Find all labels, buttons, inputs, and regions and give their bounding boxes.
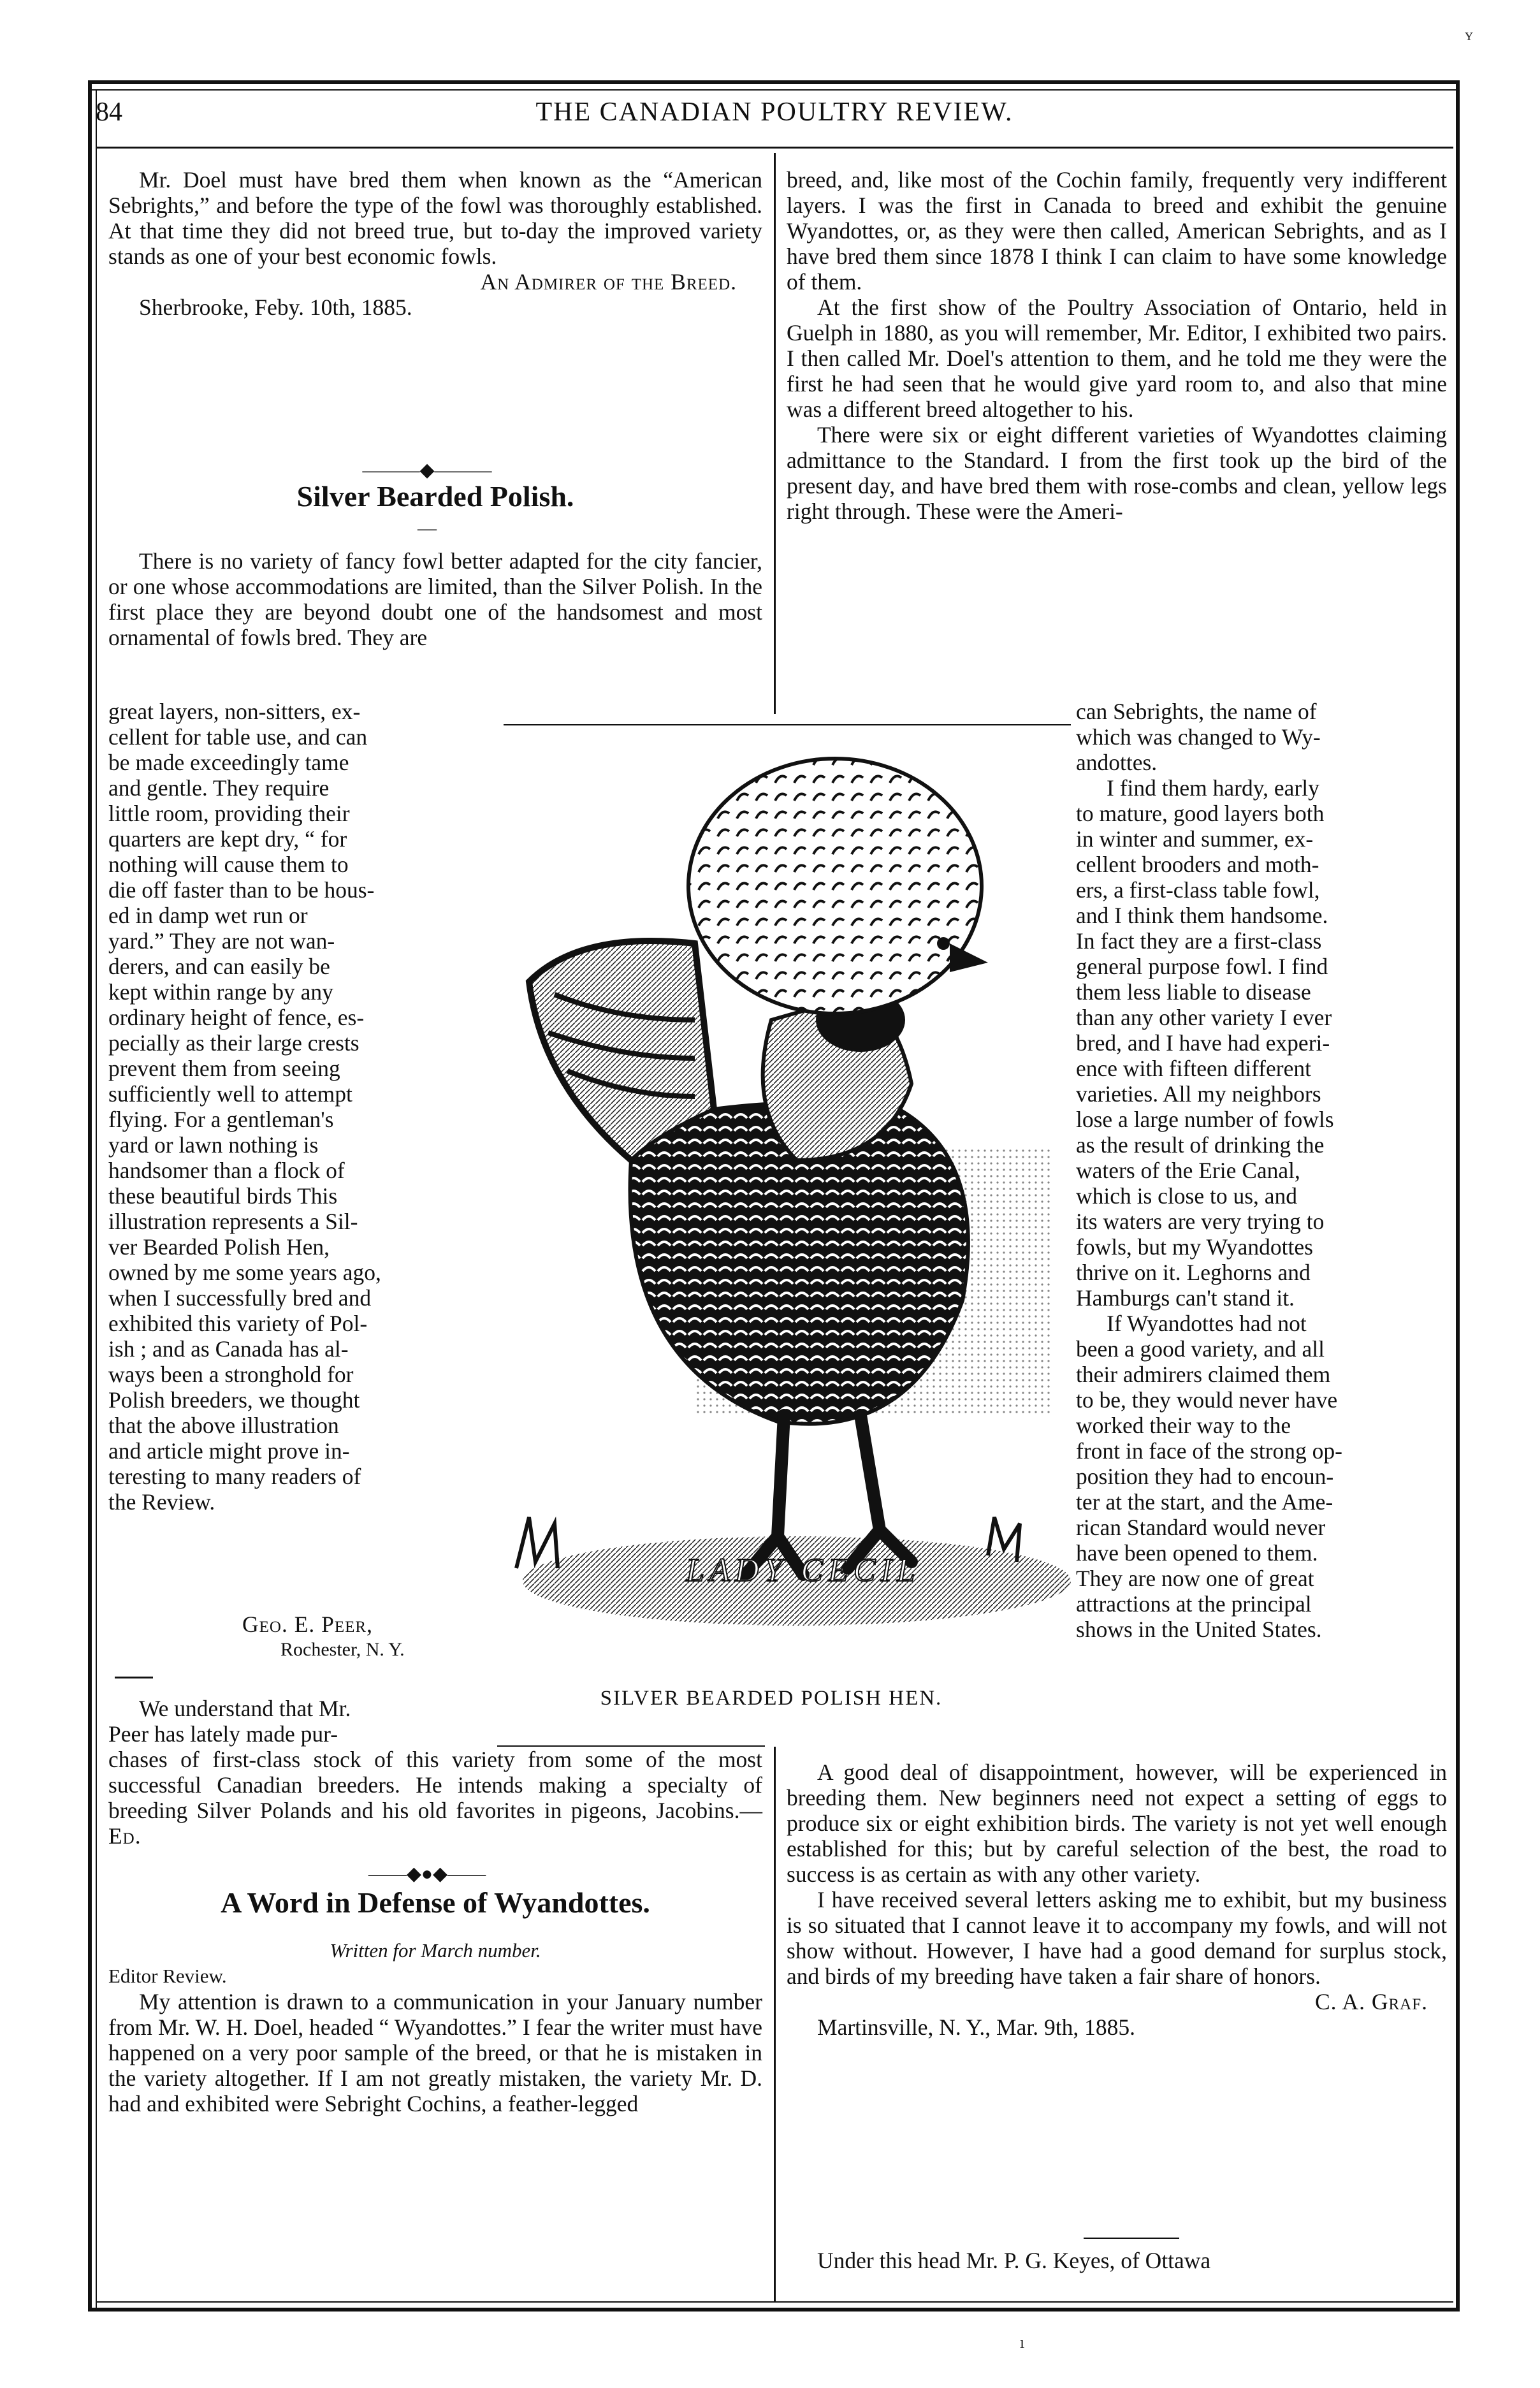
right-wrap-line: In fact they are a first-class — [1076, 928, 1322, 954]
right-wrap-line: Hamburgs can't stand it. — [1076, 1285, 1295, 1311]
column-divider-bottom — [774, 1747, 776, 2301]
polish-wrap-line: owned by me some years ago, — [108, 1260, 381, 1285]
teaser-text: Under this head Mr. P. G. Keyes, of Ottawa — [817, 2248, 1211, 2273]
polish-wrap-line: ordinary height of fence, es- — [108, 1005, 365, 1030]
polish-hen-illustration — [504, 752, 1077, 1645]
section-divider-ornament: ———◆——— — [362, 460, 492, 481]
graf-place-date: Martinsville, N. Y., Mar. 9th, 1885. — [817, 2014, 1135, 2040]
polish-article-title: Silver Bearded Polish. — [296, 480, 574, 513]
teaser — [787, 2248, 1447, 2273]
editor-note-signoff: Ed. — [108, 1823, 142, 1849]
right-wrap-line: andottes. — [1076, 750, 1158, 775]
right-column-wrap — [1076, 699, 1447, 1642]
polish-article-wrap-column — [108, 699, 491, 1515]
page-number: 84 — [96, 98, 122, 127]
right-wrap-line: position they had to encoun- — [1076, 1464, 1334, 1489]
right-wrap-line: its waters are very trying to — [1076, 1209, 1325, 1234]
wyandotte-article-body — [108, 1938, 762, 2116]
right-wrap-line: to mature, good layers both — [1076, 801, 1325, 826]
right-column-bottom — [787, 1759, 1447, 2040]
left-border-rule — [88, 80, 92, 2312]
editor-wrap-line: Peer has lately made pur- — [108, 1721, 338, 1747]
right-wrap-line: can Sebrights, the name of — [1076, 699, 1317, 724]
right-wrap-line: ter at the start, and the Ame- — [1076, 1489, 1333, 1515]
polish-wrap-line: cellent for table use, and can — [108, 724, 368, 750]
right-wrap-line: I find them hardy, early — [1107, 775, 1319, 801]
right-wrap-line: front in face of the strong op- — [1076, 1438, 1342, 1464]
polish-wrap-line: kept within range by any — [108, 979, 333, 1005]
right-wrap-line: attractions at the principal — [1076, 1591, 1312, 1617]
polish-wrap-line: derers, and can easily be — [108, 954, 330, 979]
right-wrap-line: If Wyandottes had not — [1107, 1311, 1307, 1336]
polish-wrap-line: these beautiful birds This — [108, 1183, 338, 1209]
right-wrap-line: fowls, but my Wyandottes — [1076, 1234, 1313, 1260]
right-wrap-line: which was changed to Wy- — [1076, 724, 1321, 750]
polish-wrap-line: be made exceedingly tame — [108, 750, 349, 775]
polish-wrap-line: ways been a stronghold for — [108, 1362, 354, 1387]
polish-article-author-name: Geo. E. Peer, — [242, 1612, 373, 1637]
right-wrap-line: their admirers claimed them — [1076, 1362, 1331, 1387]
intro-letter-signature: An Admirer of the Breed. — [480, 269, 737, 295]
running-title: THE CANADIAN POULTRY REVIEW. — [535, 98, 1013, 127]
editor-note-rule — [115, 1677, 153, 1678]
polish-article-lead-text: There is no variety of fancy fowl better adapted for the city fancier, or one whose accommodations are limited, than the Silver Polish. In the first place they are beyond doubt one of the handsomest and most ornamental of fowls bred. They are — [108, 548, 762, 650]
intro-letter-place-date: Sherbrooke, Feby. 10th, 1885. — [139, 295, 412, 320]
right-wrap-line: ence with fifteen different — [1076, 1056, 1311, 1081]
polish-wrap-line: flying. For a gentleman's — [108, 1107, 334, 1132]
crest — [688, 759, 982, 1014]
teaser-rule — [1084, 2238, 1179, 2239]
polish-wrap-line: exhibited this variety of Pol- — [108, 1311, 368, 1336]
corner-mark-top-right: ʏ — [1465, 25, 1473, 44]
right-column-p1: breed, and, like most of the Cochin family, frequently very indifferent layers. I was the first in Canada to breed and exhibit the genuine Wyandottes, or, as they were then called, American Sebrights, and as I have bred them since 1878 I think I can claim to have some knowledge of them. — [787, 167, 1447, 295]
beak — [950, 943, 988, 972]
polish-wrap-line: that the above illustration — [108, 1413, 339, 1438]
right-wrap-line: They are now one of great — [1076, 1566, 1314, 1591]
right-wrap-line: shows in the United States. — [1076, 1617, 1322, 1642]
right-wrap-line: them less liable to disease — [1076, 979, 1311, 1005]
right-wrap-line: worked their way to the — [1076, 1413, 1291, 1438]
polish-wrap-line: illustration represents a Sil- — [108, 1209, 358, 1234]
right-column-p3: There were six or eight different varieties of Wyandottes claiming admittance to the Standard. I from the first took up the bird of the present day, and have bred them with rose-combs and clean, yellow legs right through. These were the Ameri- — [787, 422, 1447, 524]
polish-wrap-line: ish ; and as Canada has al- — [108, 1336, 349, 1362]
wyandotte-paragraph: My attention is drawn to a communication in your January number from Mr. W. H. Doel, headed “ Wyandottes.” I fear the writer must have happened on a very poor sample of the breed, or that he is mistaken in the variety altogether. If I am not greatly mistaken, the variety Mr. D. had and exhibited were Sebright Cochins, a feather-legged — [108, 1989, 762, 2116]
figure-top-rule — [504, 724, 1071, 725]
editor-note-rest — [108, 1747, 762, 1849]
polish-wrap-line: great layers, non-sitters, ex- — [108, 699, 361, 724]
polish-wrap-line: Polish breeders, we thought — [108, 1387, 360, 1413]
right-wrap-line: to be, they would never have — [1076, 1387, 1338, 1413]
editor-note-wrap — [108, 1696, 491, 1747]
polish-wrap-line: prevent them from seeing — [108, 1056, 340, 1081]
editor-wrap-line: We understand that Mr. — [139, 1696, 351, 1721]
right-wrap-line: general purpose fowl. I find — [1076, 954, 1328, 979]
polish-article-author-place: Rochester, N. Y. — [280, 1639, 405, 1660]
bottom-border-rule-thin — [96, 2301, 1453, 2303]
top-border-rule-thin — [88, 89, 1460, 91]
polish-wrap-line: the Review. — [108, 1489, 215, 1515]
polish-wrap-line: little room, providing their — [108, 801, 350, 826]
right-wrap-line: waters of the Erie Canal, — [1076, 1158, 1300, 1183]
intro-letter-paragraph: Mr. Doel must have bred them when known as the “American Sebrights,” and before the type of the fowl was thoroughly established. At that time they did not breed true, but to-day the improved variety stands as one of your best economic fowls. — [108, 167, 762, 269]
right-column-p4: A good deal of disappointment, however, will be experienced in breeding them. New beginners need not expect a setting of eggs to produce six or eight exhibition birds. The variety is not yet well enough established for this; but by careful selection of the best, the road to success is as certain as with any other variety. — [787, 1759, 1447, 1887]
left-border-rule-thin — [96, 89, 97, 2308]
editor-note-text — [108, 1747, 762, 1849]
top-border-rule — [88, 80, 1460, 84]
figure-caption: SILVER BEARDED POLISH HEN. — [600, 1687, 943, 1710]
polish-wrap-line: handsomer than a flock of — [108, 1158, 345, 1183]
polish-wrap-line: nothing will cause them to — [108, 852, 349, 877]
right-column-p2: At the first show of the Poultry Association of Ontario, held in Guelph in 1880, as you will remember, Mr. Editor, I exhibited two pairs. I then called Mr. Doel's attention to them, and he told me they were the first he had seen that he would give yard room to, and also that mine was a different breed altogether to his. — [787, 295, 1447, 422]
right-border-rule — [1456, 80, 1460, 2312]
right-wrap-line: lose a large number of fowls — [1076, 1107, 1334, 1132]
title-dash: — — [418, 518, 437, 539]
right-wrap-line: in winter and summer, ex- — [1076, 826, 1314, 852]
polish-article-author — [108, 1612, 491, 1663]
header-underline — [96, 147, 1453, 149]
corner-mark-bottom: ı — [1020, 2333, 1025, 2352]
right-wrap-line: rican Standard would never — [1076, 1515, 1326, 1540]
right-wrap-line: been a good variety, and all — [1076, 1336, 1325, 1362]
page-header — [96, 96, 1453, 140]
right-wrap-line: than any other variety I ever — [1076, 1005, 1332, 1030]
right-wrap-line: bred, and I have had experi- — [1076, 1030, 1330, 1056]
polish-wrap-line: yard.” They are not wan- — [108, 928, 335, 954]
editor-note-rest-text: chases of first-class stock of this variety from some of the most successful Canadian breeders. He intends making a specialty of breeding Silver Polands and his old favorites in pigeons, Jacobins.— — [108, 1747, 762, 1823]
polish-wrap-line: die off faster than to be hous- — [108, 877, 375, 903]
wyandotte-divider-ornament: ——◆●◆—— — [368, 1863, 486, 1884]
right-wrap-line: as the result of drinking the — [1076, 1132, 1325, 1158]
column-divider-top — [774, 153, 776, 714]
right-column-p5: I have received several letters asking me to exhibit, but my business is so situated that I cannot leave it to accompany my fowls, and will not show without. However, I have had a good demand for surplus stock, and birds of my breeding have taken a fair share of honors. — [787, 1887, 1447, 1989]
right-wrap-line: varieties. All my neighbors — [1076, 1081, 1321, 1107]
polish-wrap-line: quarters are kept dry, “ for — [108, 826, 347, 852]
polish-wrap-line: and article might prove in- — [108, 1438, 350, 1464]
polish-hen-engraving-icon — [504, 752, 1077, 1645]
graf-signature: C. A. Graf. — [1314, 1989, 1428, 2014]
polish-wrap-line: yard or lawn nothing is — [108, 1132, 319, 1158]
polish-wrap-line: ed in damp wet run or — [108, 903, 308, 928]
polish-wrap-line: ver Bearded Polish Hen, — [108, 1234, 330, 1260]
polish-wrap-line: and gentle. They require — [108, 775, 330, 801]
right-wrap-line: ers, a first-class table fowl, — [1076, 877, 1320, 903]
plate-label: LADY CECIL — [686, 1552, 920, 1589]
wyandotte-byline: Written for March number. — [330, 1939, 541, 1962]
right-wrap-line: which is close to us, and — [1076, 1183, 1298, 1209]
right-wrap-line: cellent brooders and moth- — [1076, 852, 1319, 877]
eye — [937, 937, 950, 950]
polish-wrap-line: teresting to many readers of — [108, 1464, 361, 1489]
right-wrap-line: and I think them handsome. — [1076, 903, 1328, 928]
intro-letter — [108, 167, 762, 320]
polish-wrap-line: sufficiently well to attempt — [108, 1081, 352, 1107]
wyandotte-salutation: Editor Review. — [108, 1965, 227, 1987]
polish-article-lead — [108, 548, 762, 650]
bottom-border-rule — [88, 2308, 1460, 2312]
right-wrap-line: have been opened to them. — [1076, 1540, 1318, 1566]
wyandotte-article-title: A Word in Defense of Wyandottes. — [221, 1886, 650, 1919]
polish-wrap-line: when I successfully bred and — [108, 1285, 372, 1311]
polish-wrap-line: pecially as their large crests — [108, 1030, 360, 1056]
right-column-top — [787, 167, 1447, 524]
right-wrap-line: thrive on it. Leghorns and — [1076, 1260, 1311, 1285]
